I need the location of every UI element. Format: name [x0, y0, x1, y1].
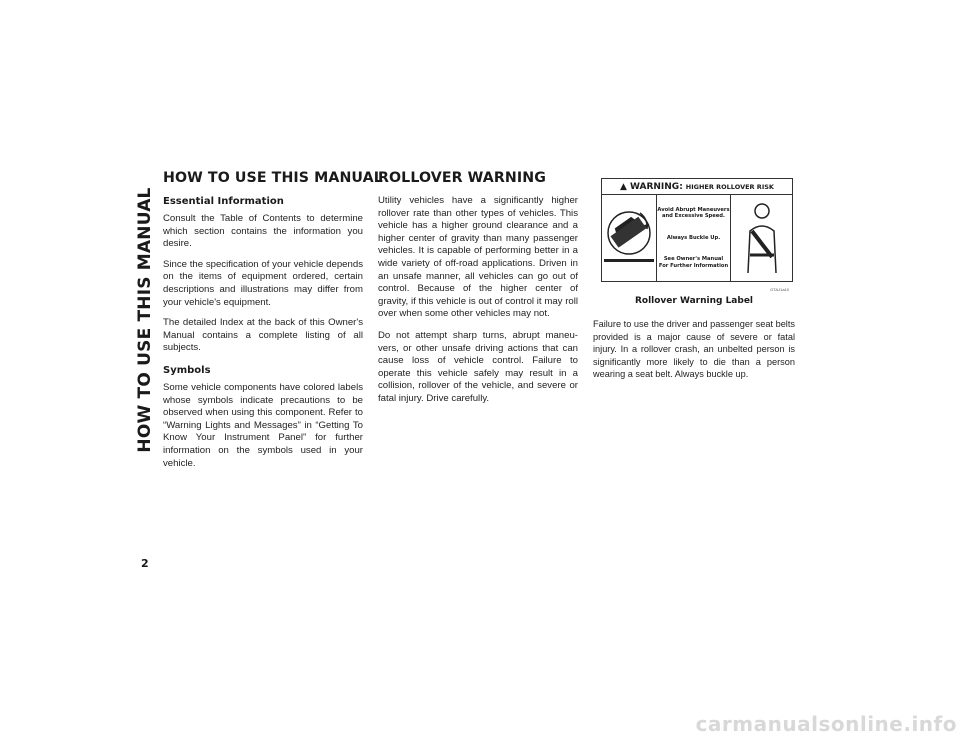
subheading-essential-information: Essential Information	[163, 196, 284, 207]
warning-label-text-panel	[657, 195, 731, 281]
section-heading-how-to-use: HOW TO USE THIS MANUAL	[163, 170, 383, 186]
paragraph-seat-belts: Failure to use the driver and passenger seat belts provided is a major cause of severe or fatal injury. In a rollover crash, an unbelted person is significantly more likely to die than a person wearing a seat belt. Always buckle up.	[593, 319, 795, 380]
paragraph-sharp-turns: Do not attempt sharp turns, abrupt maneu-vers, or other unsafe driving actions that can cause loss of vehicle control. Failure to operate this vehicle safely may result in a collision, rollover of the vehicle, and severe or fatal injury. Drive carefully.	[378, 329, 578, 404]
figure-code: GTAJ1a10	[770, 287, 789, 292]
warning-subtitle: HIGHER ROLLOVER RISK	[685, 182, 774, 191]
page-number: 2	[141, 557, 149, 570]
section-heading-rollover-warning: ROLLOVER WARNING	[378, 170, 546, 186]
rollover-warning-label-figure	[601, 178, 793, 292]
column-rollover-warning	[378, 170, 578, 415]
subheading-symbols: Symbols	[163, 364, 211, 376]
warning-line-avoid: Avoid Abrupt Maneuvers and Excessive Speed.	[657, 206, 730, 220]
rollover-vehicle-icon	[602, 195, 657, 281]
warning-line-manual: See Owner's Manual For Further Information	[658, 256, 729, 269]
warning-triangle-icon: ▲	[620, 181, 627, 192]
column-how-to-use	[163, 170, 383, 478]
warning-line-buckle: Always Buckle Up.	[666, 234, 721, 241]
side-section-tab	[130, 170, 160, 470]
warning-word: WARNING:	[629, 181, 683, 192]
paragraph-rollover-rate: Utility vehicles have a significantly higher rollover rate than other types of vehicles. This vehicle has a higher ground clearance and a higher center of gravity than many passenger vehicles. It is capable of performing better in a wide variety of off-road applications. Driven in an unsafe manner, all vehicles can go out of control. Because of the higher center of gravity, if this vehicle is out of control it may roll over when some other vehicles may not.	[378, 195, 578, 320]
column-rollover-label	[593, 178, 795, 389]
figure-caption: Rollover Warning Label	[634, 296, 754, 306]
paragraph-symbols: Some vehicle components have colored labels whose symbols indicate precautions to be observed when using this component. Refer to “Warning Lights and Messages” in “Getting To Know Your Instrument Panel” for further information on the symbols used in your vehicle.	[163, 381, 363, 469]
watermark: carmanualsonline.info	[695, 712, 957, 736]
paragraph-table-of-contents: Consult the Table of Contents to determine which section contains the information you desire.	[163, 213, 363, 250]
side-tab-label: HOW TO USE THIS MANUAL	[135, 187, 155, 453]
paragraph-index: The detailed Index at the back of this Owner's Manual contains a complete listing of all subjects.	[163, 317, 363, 354]
warning-label-header	[602, 179, 792, 195]
seatbelt-person-icon	[732, 195, 792, 281]
paragraph-specification: Since the specification of your vehicle depends on the items of equipment ordered, certain descriptions and illustrations may differ from your vehicle's equipment.	[163, 258, 363, 308]
